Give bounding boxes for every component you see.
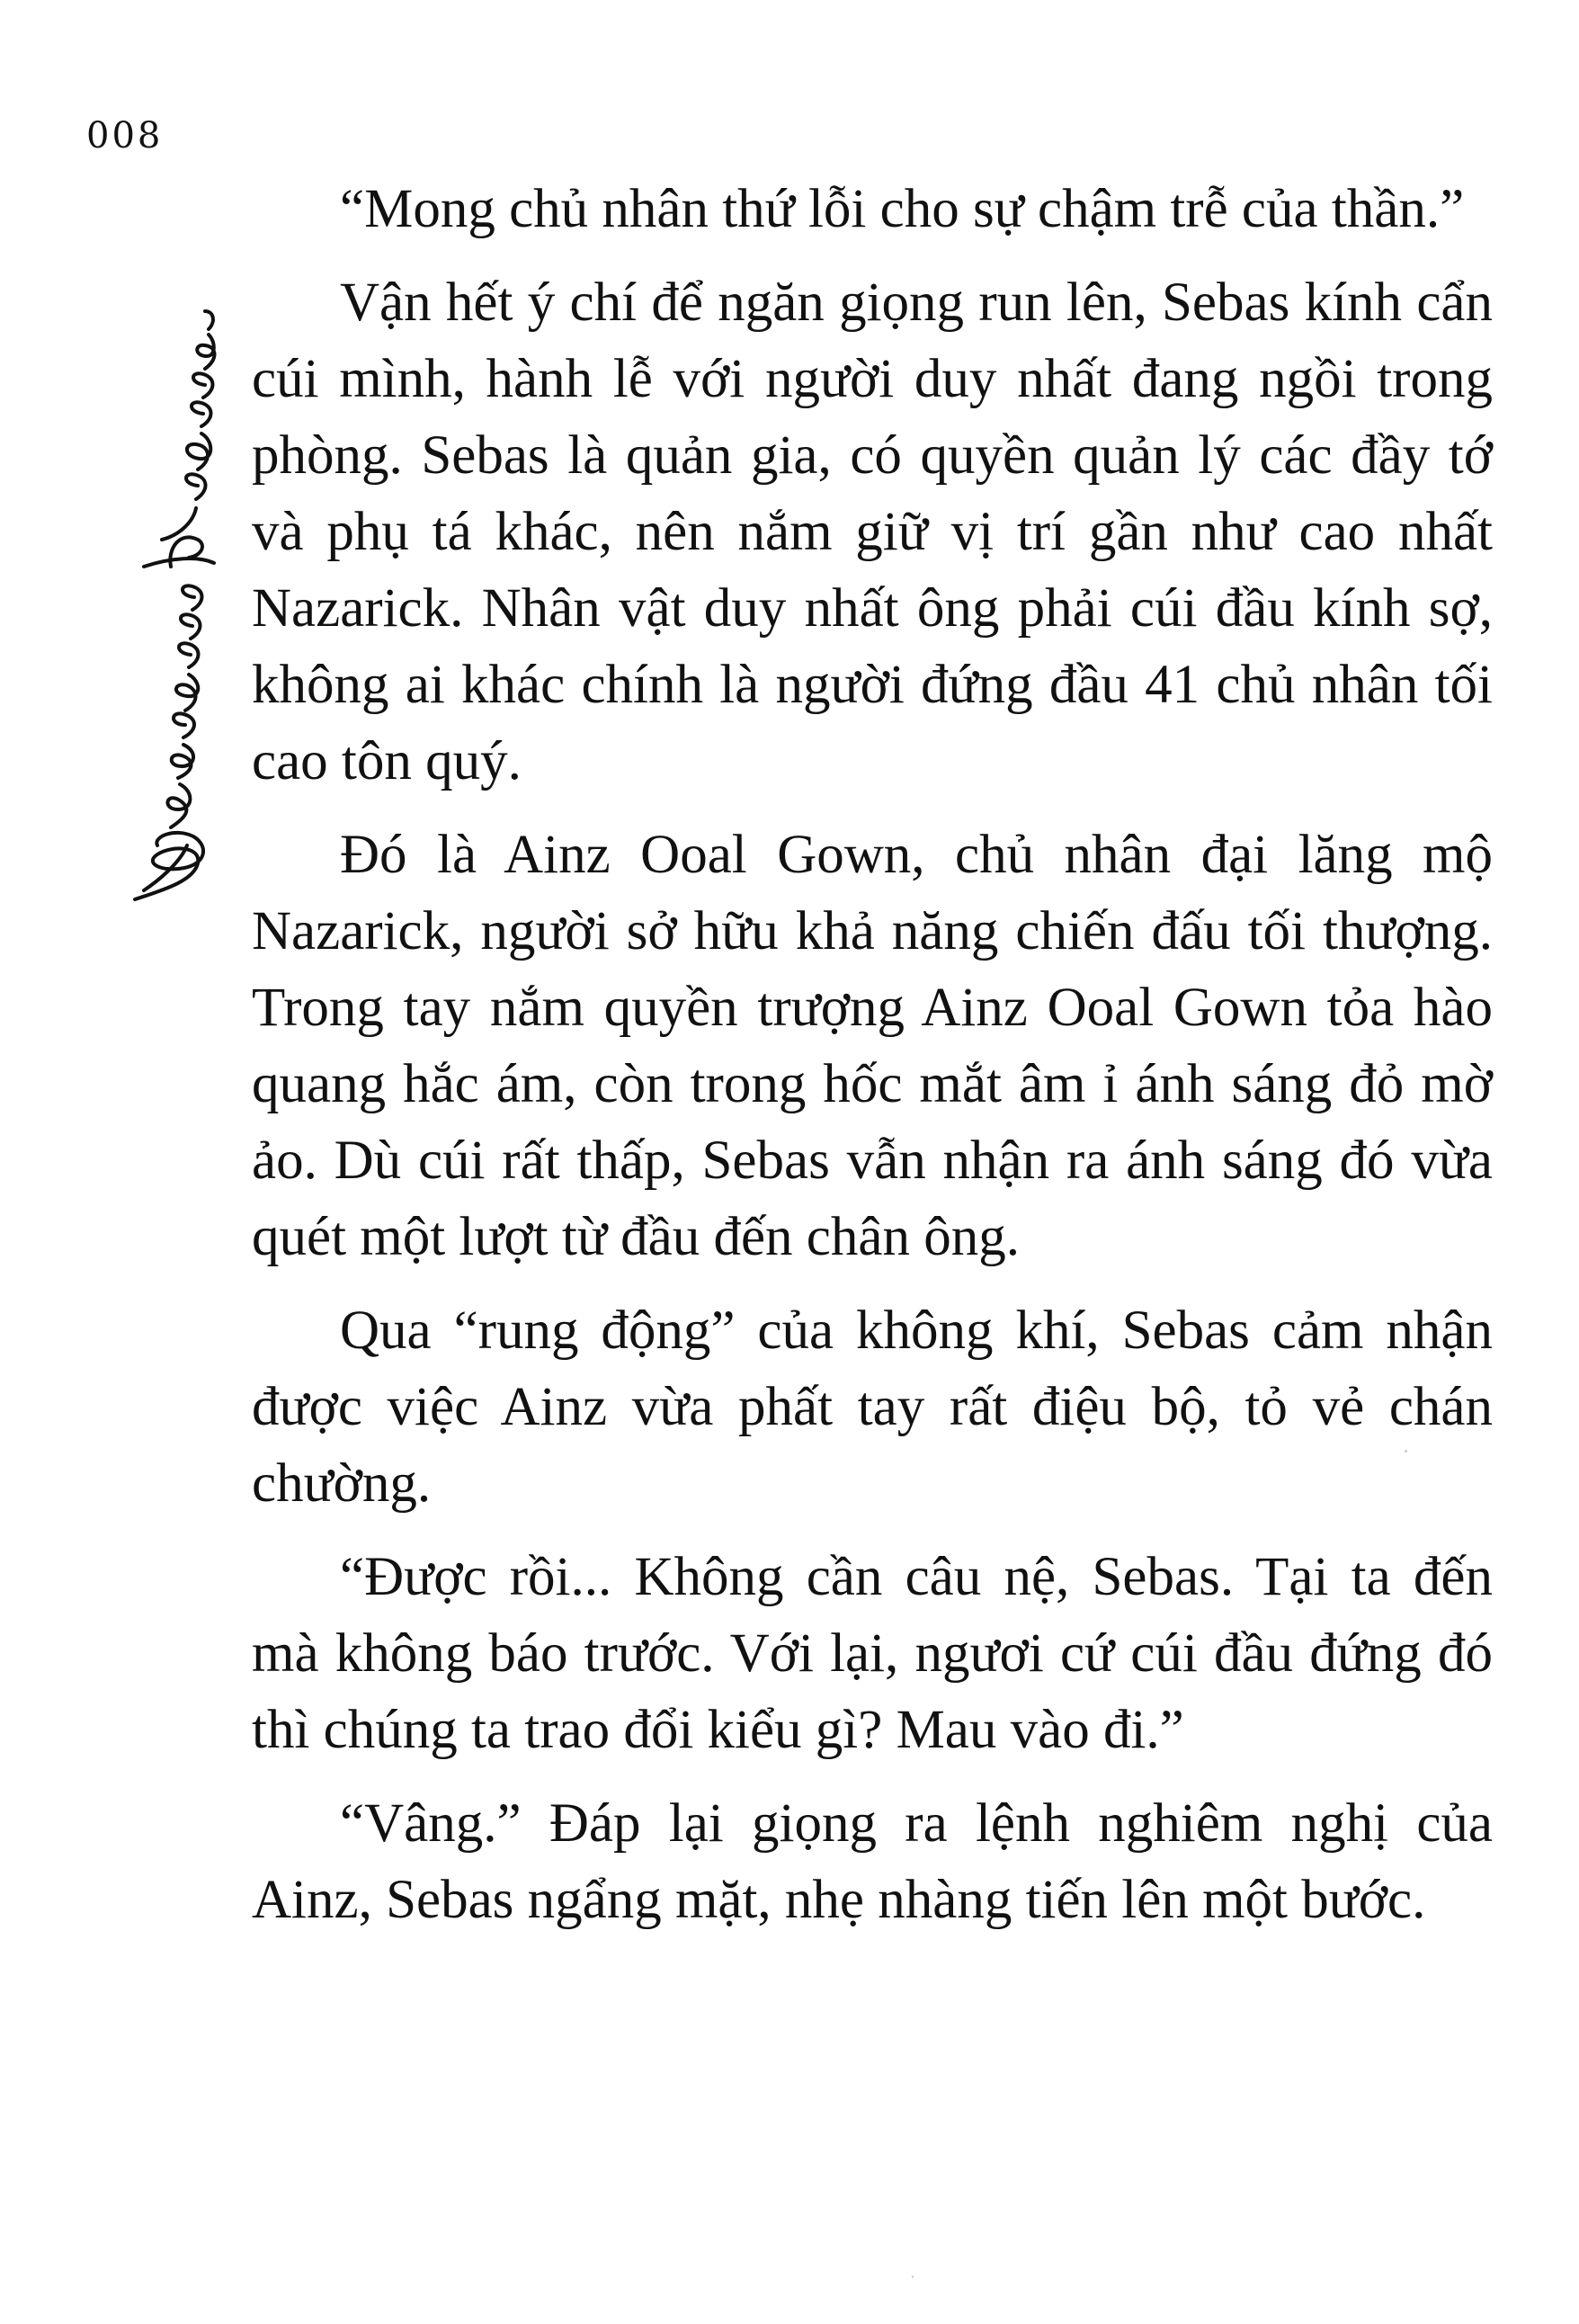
page-number: 008 (86, 115, 164, 156)
body-text (252, 171, 1493, 1955)
paragraph: “Được rồi... Không cần câu nệ, Sebas. Tại ta đến mà không báo trước. Với lại, ngươi cứ cúi đầu đứng đó thì chúng ta trao đổi kiểu gì? Mau vào đi.” (252, 1547, 1493, 1760)
paragraph: “Vâng.” Đáp lại giọng ra lệnh nghiêm nghị của Ainz, Sebas ngẩng mặt, nhẹ nhàng tiến lên một bước. (252, 1793, 1493, 1930)
scan-speck (912, 2275, 914, 2278)
scan-speck (1405, 1450, 1407, 1452)
signature-drawing (108, 270, 225, 917)
paragraph: Qua “rung động” của không khí, Sebas cảm nhận được việc Ainz vừa phất tay rất điệu bộ, tỏ vẻ chán chường. (252, 1301, 1493, 1514)
paragraph: Đó là Ainz Ooal Gown, chủ nhân đại lăng mộ Nazarick, người sở hữu khả năng chiến đấu tối thượng. Trong tay nắm quyền trượng Ainz Ooal Gown tỏa hào quang hắc ám, còn trong hốc mắt âm ỉ ánh sáng đỏ mờ ảo. Dù cúi rất thấp, Sebas vẫn nhận ra ánh sáng đó vừa quét một lượt từ đầu đến chân ông. (252, 825, 1493, 1267)
paragraph: Vận hết ý chí để ngăn giọng run lên, Sebas kính cẩn cúi mình, hành lễ với người duy nhất đang ngồi trong phòng. Sebas là quản gia, có quyền quản lý các đầy tớ và phụ tá khác, nên nắm giữ vị trí gần như cao nhất Nazarick. Nhân vật duy nhất ông phải cúi đầu kính sợ, không ai khác chính là người đứng đầu 41 chủ nhân tối cao tôn quý. (252, 273, 1493, 791)
author-signature (108, 270, 225, 917)
paragraph: “Mong chủ nhân thứ lỗi cho sự chậm trễ của thần.” (340, 179, 1465, 239)
